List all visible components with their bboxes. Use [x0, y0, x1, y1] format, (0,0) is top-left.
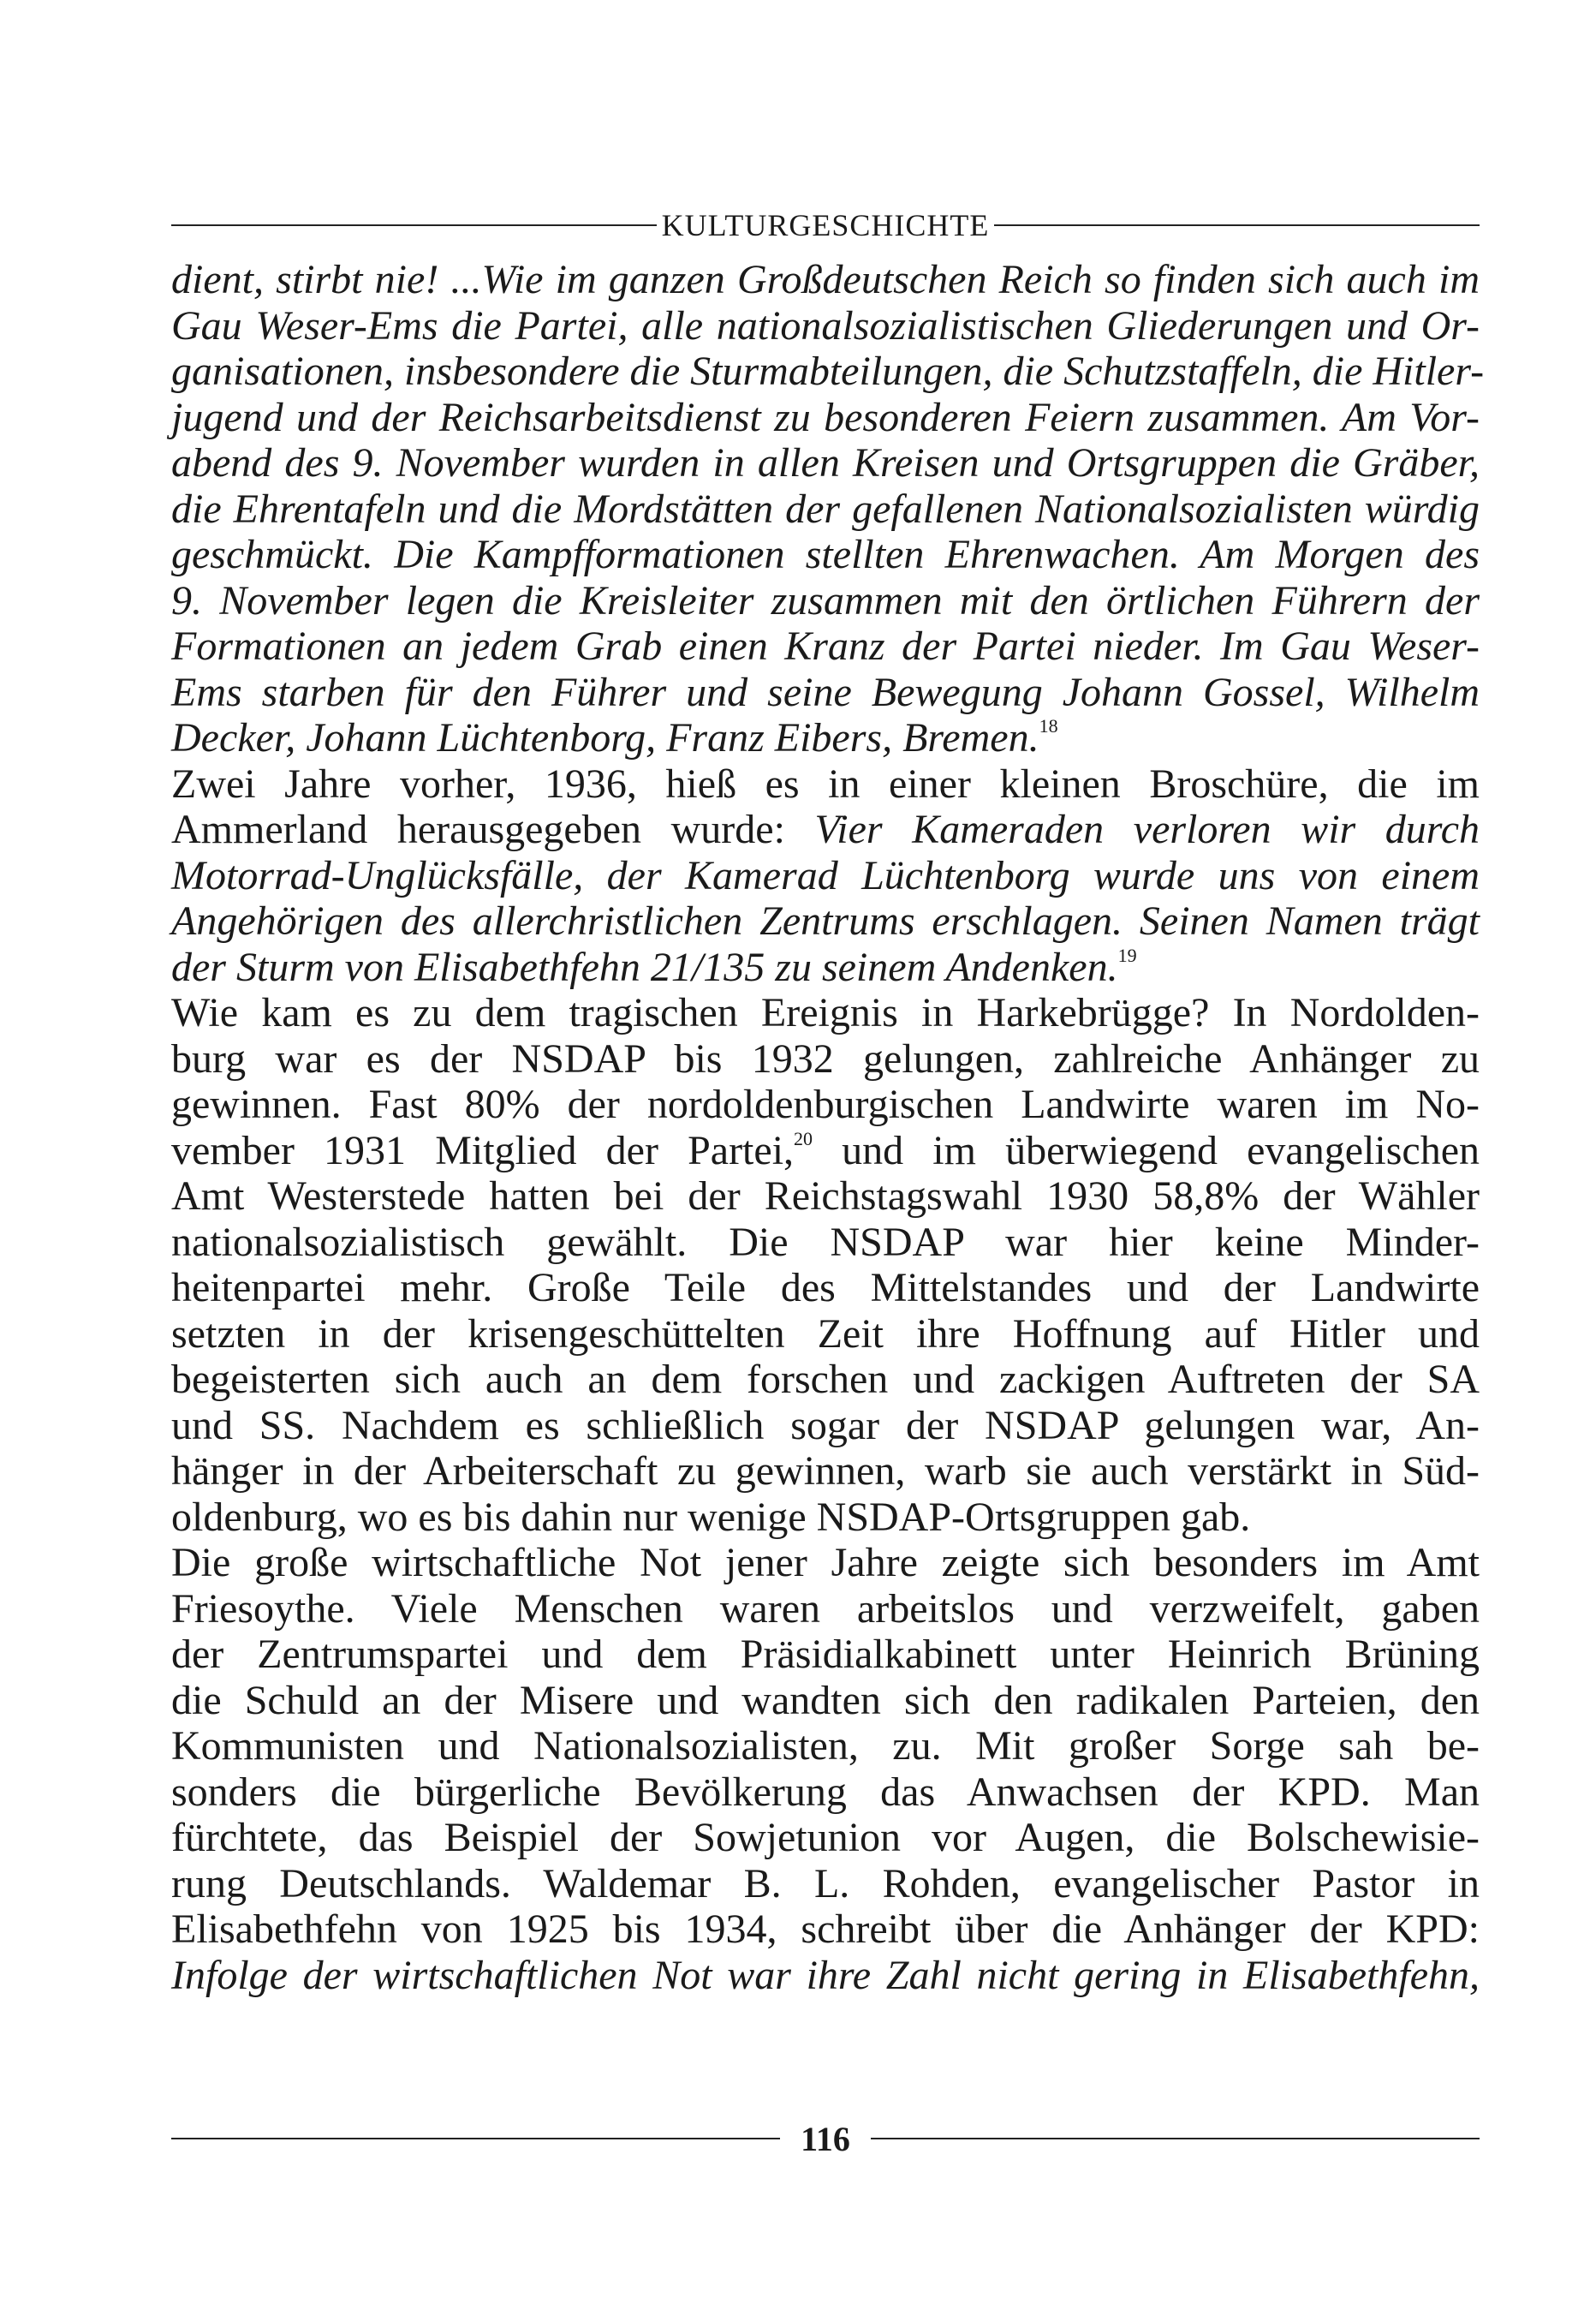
header-rule-left	[171, 224, 657, 226]
text-line	[171, 1265, 1480, 1311]
text-line	[171, 1632, 1480, 1678]
text-line	[171, 1311, 1480, 1357]
text-segment: Wie kam es zu dem tragischen Ereignis in Harkebrügge? In Nordolden-	[171, 990, 1480, 1035]
text-segment: rung Deutschlands. Waldemar B. L. Rohden, evangelischer Pastor in	[171, 1860, 1480, 1906]
text-segment: Kommunisten und Nationalsozialisten, zu. Mit großer Sorge sah be-	[171, 1723, 1480, 1769]
text-line	[171, 1815, 1480, 1861]
text-segment: vember 1931 Mitglied der Partei,	[171, 1127, 795, 1173]
header-rule-right	[994, 224, 1480, 226]
text-line	[171, 1540, 1480, 1586]
text-line	[171, 761, 1480, 808]
text-segment: Elisabethfehn von 1925 bis 1934, schreibt über die Anhänger der KPD:	[171, 1906, 1480, 1952]
text-line	[171, 1036, 1480, 1083]
text-segment: jugend und der Reichsarbeitsdienst zu besonderen Feiern zusammen. Am Vor-	[171, 394, 1480, 440]
text-segment: Ammerland herausgegeben wurde:	[171, 807, 815, 852]
text-line	[171, 395, 1480, 441]
page-number: 116	[801, 2119, 850, 2158]
text-segment: Infolge der wirtschaftlichen Not war ihre Zahl nicht gering in Elisabethfehn,	[171, 1952, 1480, 1998]
text-segment: die Schuld an der Misere und wandten sich den radikalen Parteien, den	[171, 1677, 1480, 1723]
text-line	[171, 578, 1480, 624]
text-line	[171, 1906, 1480, 1953]
text-segment: Gau Weser-Ems die Partei, alle nationalsozialistischen Gliederungen und Or-	[171, 302, 1480, 349]
text-segment: sonders die bürgerliche Bevölkerung das Anwachsen der KPD. Man	[171, 1769, 1480, 1815]
footer-rule-right	[871, 2138, 1480, 2139]
text-line	[171, 623, 1480, 670]
text-line	[171, 532, 1480, 578]
text-segment: fürchtete, das Beispiel der Sowjetunion vor Augen, die Bolschewisie-	[171, 1815, 1480, 1860]
text-line	[171, 1861, 1480, 1907]
text-line	[171, 303, 1480, 349]
text-line	[171, 990, 1480, 1036]
text-line	[171, 257, 1480, 303]
text-segment: Motorrad-Unglücksfälle, der Kamerad Lüchtenborg wurde uns von einem	[171, 852, 1480, 898]
text-segment: Angehörigen des allerchristlichen Zentrums erschlagen. Seinen Namen trägt	[171, 898, 1480, 944]
text-segment: und im überwiegend evangelischen	[813, 1127, 1480, 1173]
text-segment: geschmückt. Die Kampfformationen stellten Ehrenwachen. Am Morgen des	[171, 532, 1480, 577]
page-footer	[171, 2117, 1480, 2160]
text-segment: Vier Kameraden verloren wir durch	[814, 807, 1480, 852]
text-segment: Amt Westerstede hatten bei der Reichstagswahl 1930 58,8% der Wähler	[171, 1173, 1480, 1219]
footer-rule-left	[171, 2138, 780, 2139]
footnote-marker: 19	[1117, 944, 1137, 966]
text-line	[171, 1220, 1480, 1266]
text-line	[171, 898, 1480, 945]
text-segment: der Zentrumspartei und dem Präsidialkabinett unter Heinrich Brüning	[171, 1632, 1480, 1677]
text-segment: Zwei Jahre vorher, 1936, hieß es in einer kleinen Broschüre, die im	[171, 761, 1480, 807]
text-line	[171, 1678, 1480, 1724]
text-line	[171, 1495, 1480, 1541]
text-line	[171, 1953, 1480, 1999]
text-segment: Die große wirtschaftliche Not jener Jahre zeigte sich besonders im Amt	[171, 1540, 1480, 1585]
text-line	[171, 1723, 1480, 1769]
text-line	[171, 486, 1480, 533]
section-title: KULTURGESCHICHTE	[661, 208, 990, 242]
text-line	[171, 1769, 1480, 1816]
text-segment: Decker, Johann Lüchtenborg, Franz Eibers, Bremen.	[171, 715, 1039, 761]
text-line	[171, 349, 1485, 395]
running-header	[171, 204, 1480, 247]
text-line	[171, 670, 1480, 716]
footnote-marker: 20	[794, 1127, 813, 1149]
text-segment: Ems starben für den Führer und seine Bewegung Johann Gossel, Wilhelm	[171, 669, 1480, 715]
text-line	[171, 1173, 1480, 1220]
text-line	[171, 853, 1480, 899]
text-segment: abend des 9. November wurden in allen Kreisen und Ortsgruppen die Gräber,	[171, 440, 1480, 486]
text-segment: ganisationen, insbesondere die Sturmabteilungen, die Schutzstaffeln, die Hitler-	[171, 349, 1485, 394]
text-segment: nationalsozialistisch gewählt. Die NSDAP war hier keine Minder-	[171, 1219, 1480, 1265]
text-line	[171, 715, 1480, 761]
text-segment: dient, stirbt nie! ...Wie im ganzen Großdeutschen Reich so finden sich auch im	[171, 257, 1480, 302]
text-line	[171, 1357, 1480, 1403]
text-segment: gewinnen. Fast 80% der nordoldenburgischen Landwirte waren im No-	[171, 1082, 1480, 1127]
text-segment: Formationen an jedem Grab einen Kranz der Partei nieder. Im Gau Weser-	[171, 623, 1480, 669]
text-segment: begeisterten sich auch an dem forschen und zackigen Auftreten der SA	[171, 1357, 1480, 1402]
text-segment: Friesoythe. Viele Menschen waren arbeitslos und verzweifelt, gaben	[171, 1585, 1480, 1632]
text-segment: die Ehrentafeln und die Mordstätten der gefallenen Nationalsozialisten würdig	[171, 486, 1480, 532]
text-segment: burg war es der NSDAP bis 1932 gelungen, zahlreiche Anhänger zu	[171, 1035, 1480, 1082]
text-line	[171, 1128, 1480, 1174]
body-text	[171, 257, 1485, 1998]
text-line	[171, 1082, 1480, 1128]
text-segment: hänger in der Arbeiterschaft zu gewinnen, warb sie auch verstärkt in Süd-	[171, 1448, 1480, 1494]
text-segment: und SS. Nachdem es schließlich sogar der NSDAP gelungen war, An-	[171, 1402, 1480, 1448]
text-segment: der Sturm von Elisabethfehn 21/135 zu seinem Andenken.	[171, 944, 1118, 990]
text-segment: setzten in der krisengeschüttelten Zeit ihre Hoffnung auf Hitler und	[171, 1310, 1480, 1357]
text-segment: heitenpartei mehr. Große Teile des Mittelstandes und der Landwirte	[171, 1265, 1480, 1310]
text-line	[171, 1586, 1480, 1632]
text-line	[171, 1403, 1480, 1449]
text-line	[171, 945, 1480, 991]
text-line	[171, 807, 1480, 853]
text-segment: 9. November legen die Kreisleiter zusammen mit den örtlichen Führern der	[171, 577, 1480, 623]
text-line	[171, 1448, 1480, 1495]
footnote-marker: 18	[1039, 715, 1058, 737]
text-segment: oldenburg, wo es bis dahin nur wenige NSDAP-Ortsgruppen gab.	[171, 1494, 1251, 1540]
text-line	[171, 440, 1480, 486]
